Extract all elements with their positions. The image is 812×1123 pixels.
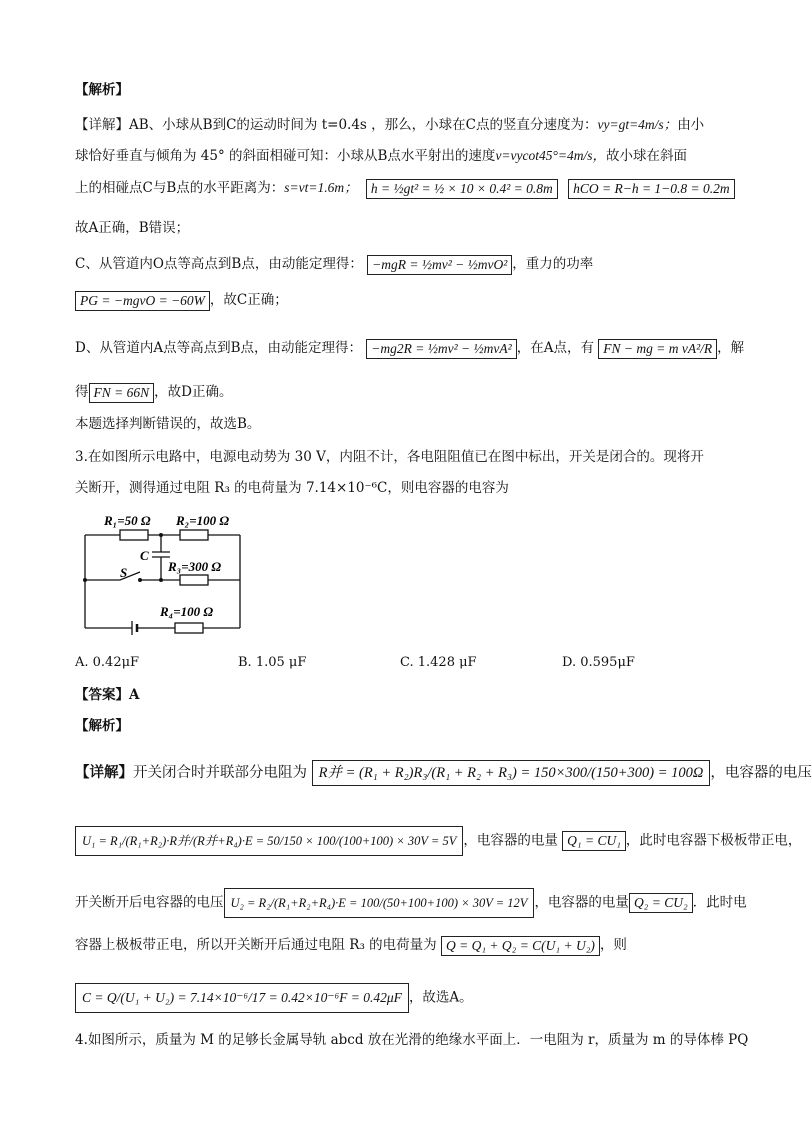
q1-formula-box: Q₁ = CU₁ [562, 831, 626, 851]
normal-force-box: FN = 66N [89, 383, 155, 403]
c-line-2 [75, 290, 288, 311]
text: ，电容器的电量 [534, 894, 629, 911]
d-line-2 [75, 382, 232, 403]
velocity-eq: vy=gt=4m/s； [597, 117, 678, 132]
r3-label: R₃=300 Ω [168, 559, 222, 574]
circuit-diagram [80, 508, 250, 636]
horizontal-velocity-eq: v=vycot45°=4m/s， [495, 148, 607, 163]
energy-eq-box-d: −mg2R = ½mv² − ½mvA² [366, 339, 516, 359]
text: ，电容器的电压 [710, 765, 812, 781]
text: ，电容器的电量 [463, 832, 558, 849]
r4-label: R₄=100 Ω [160, 604, 214, 619]
d-line-1 [75, 338, 744, 359]
conclusion-line: 本题选择判断错误的，故选B。 [75, 416, 261, 432]
text: C、从管道内O点等高点到B点，由动能定理得： [75, 256, 363, 272]
text: 容器上极板带正电，所以开关断开后通过电阻 R₃ 的电荷量为 [75, 937, 437, 953]
total-charge-box: Q = Q₁ + Q₂ = C(U₁ + U₂) [441, 936, 600, 956]
detail-line-3 [75, 178, 735, 199]
u2-formula-box: U₂ = R₂/(R₁+R₂+R₄)·E = 100/(50+100+100) × 30V = 12V [224, 888, 535, 918]
r2-label: R₂=100 Ω [176, 513, 230, 528]
option-d: D. 0.595μF [562, 655, 635, 670]
solution-line-5 [75, 983, 473, 1013]
q2-formula-box: Q₂ = CU₂ [629, 893, 693, 913]
text: ，解 [717, 340, 745, 356]
text: 开关闭合时并联部分电阻为 [133, 765, 307, 781]
hco-formula-box: hCO = R−h = 1−0.8 = 0.2m [568, 179, 735, 199]
solution-line-3 [75, 888, 747, 918]
switch-label: S [120, 565, 128, 580]
option-c: C. 1.428 μF [400, 655, 477, 670]
text: 球恰好垂直与倾角为 45° 的斜面相碰可知：小球从B点水平射出的速度 [75, 148, 496, 164]
text: AB、小球从B到C的运动时间为 t=0.4s ，那么，小球在C点的竖直分速度为： [129, 117, 598, 133]
text: D、从管道内A点等高点到B点，由动能定理得： [75, 340, 362, 356]
u1-formula-box: U₁ = R₁/(R₁+R₂)·R并/(R并+R₄)·E = 50/150 × 100/(100+100) × 30V = 5V [75, 826, 463, 856]
text: ，在A点，有 [516, 340, 594, 356]
parallel-resistance-box: R并 = (R₁ + R₂)R₃/(R₁ + R₂ + R₃) = 150×300/(150+300) = 100Ω [312, 760, 711, 786]
distance-eq: s=vt=1.6m； [284, 180, 358, 195]
power-formula-box: PG = −mgvO = −60W [75, 291, 210, 311]
text: ，重力的功率 [512, 256, 594, 272]
text: ，故C正确； [209, 292, 288, 308]
r2-resistor [180, 530, 208, 540]
r3-resistor [180, 575, 208, 585]
r4-resistor [175, 623, 203, 633]
r1-label: R₁=50 Ω [104, 513, 151, 528]
analysis-heading-2: 【解析】 [75, 718, 129, 734]
r1-resistor [120, 530, 148, 540]
text: 故小球在斜面 [606, 148, 688, 164]
question-4-line-1: 4.如图所示，质量为 M 的足够长金属导轨 abcd 放在光滑的绝缘水平面上．一电阻为 r，质量为 m 的导体棒 PQ [75, 1032, 749, 1048]
solution-line-4 [75, 935, 627, 956]
option-a: A. 0.42μF [75, 655, 140, 670]
solution-line-2 [75, 826, 801, 856]
detail-line-1 [75, 115, 704, 135]
text: 开关断开后电容器的电压 [75, 894, 224, 911]
capacitor-label: C [140, 548, 149, 563]
answer-heading: 【答案】A [75, 687, 140, 703]
c-line-1 [75, 254, 593, 275]
question-3-line-1: 3.在如图所示电路中，电源电动势为 30 V，内阻不计，各电阻阻值已在图中标出，开关是闭合的。现将开 [75, 449, 704, 465]
question-3-line-2: 关断开，测得通过电阻 R₃ 的电荷量为 7.14×10⁻⁶C，则电容器的电容为 [75, 480, 509, 496]
text: ．此时电 [692, 894, 747, 911]
text: 得 [75, 384, 89, 400]
text: ，故选A。 [408, 989, 473, 1006]
text: 由小 [677, 117, 705, 133]
text: 上的相碰点C与B点的水平距离为： [75, 180, 285, 196]
text: ，则 [599, 937, 627, 953]
option-b: B. 1.05 μF [238, 655, 307, 670]
detail-label: 【详解】 [75, 117, 129, 133]
text: ，此时电容器下极板带正电， [625, 832, 802, 849]
solution-line-1 [75, 760, 812, 786]
detail-line-4: 故A正确，B错误； [75, 220, 190, 236]
height-formula-box: h = ½gt² = ½ × 10 × 0.4² = 0.8m [366, 179, 558, 199]
text: ，故D正确。 [154, 384, 233, 400]
analysis-heading-1: 【解析】 [75, 82, 129, 98]
energy-eq-box-c: −mgR = ½mv² − ½mvO² [367, 255, 512, 275]
detail-label: 【详解】 [75, 764, 133, 781]
force-eq-box: FN − mg = m vA²/R [598, 339, 717, 359]
capacitance-result-box: C = Q/(U₁ + U₂) = 7.14×10⁻⁶/17 = 0.42×10⁻⁶F = 0.42μF [75, 983, 409, 1013]
detail-line-2 [75, 146, 687, 166]
